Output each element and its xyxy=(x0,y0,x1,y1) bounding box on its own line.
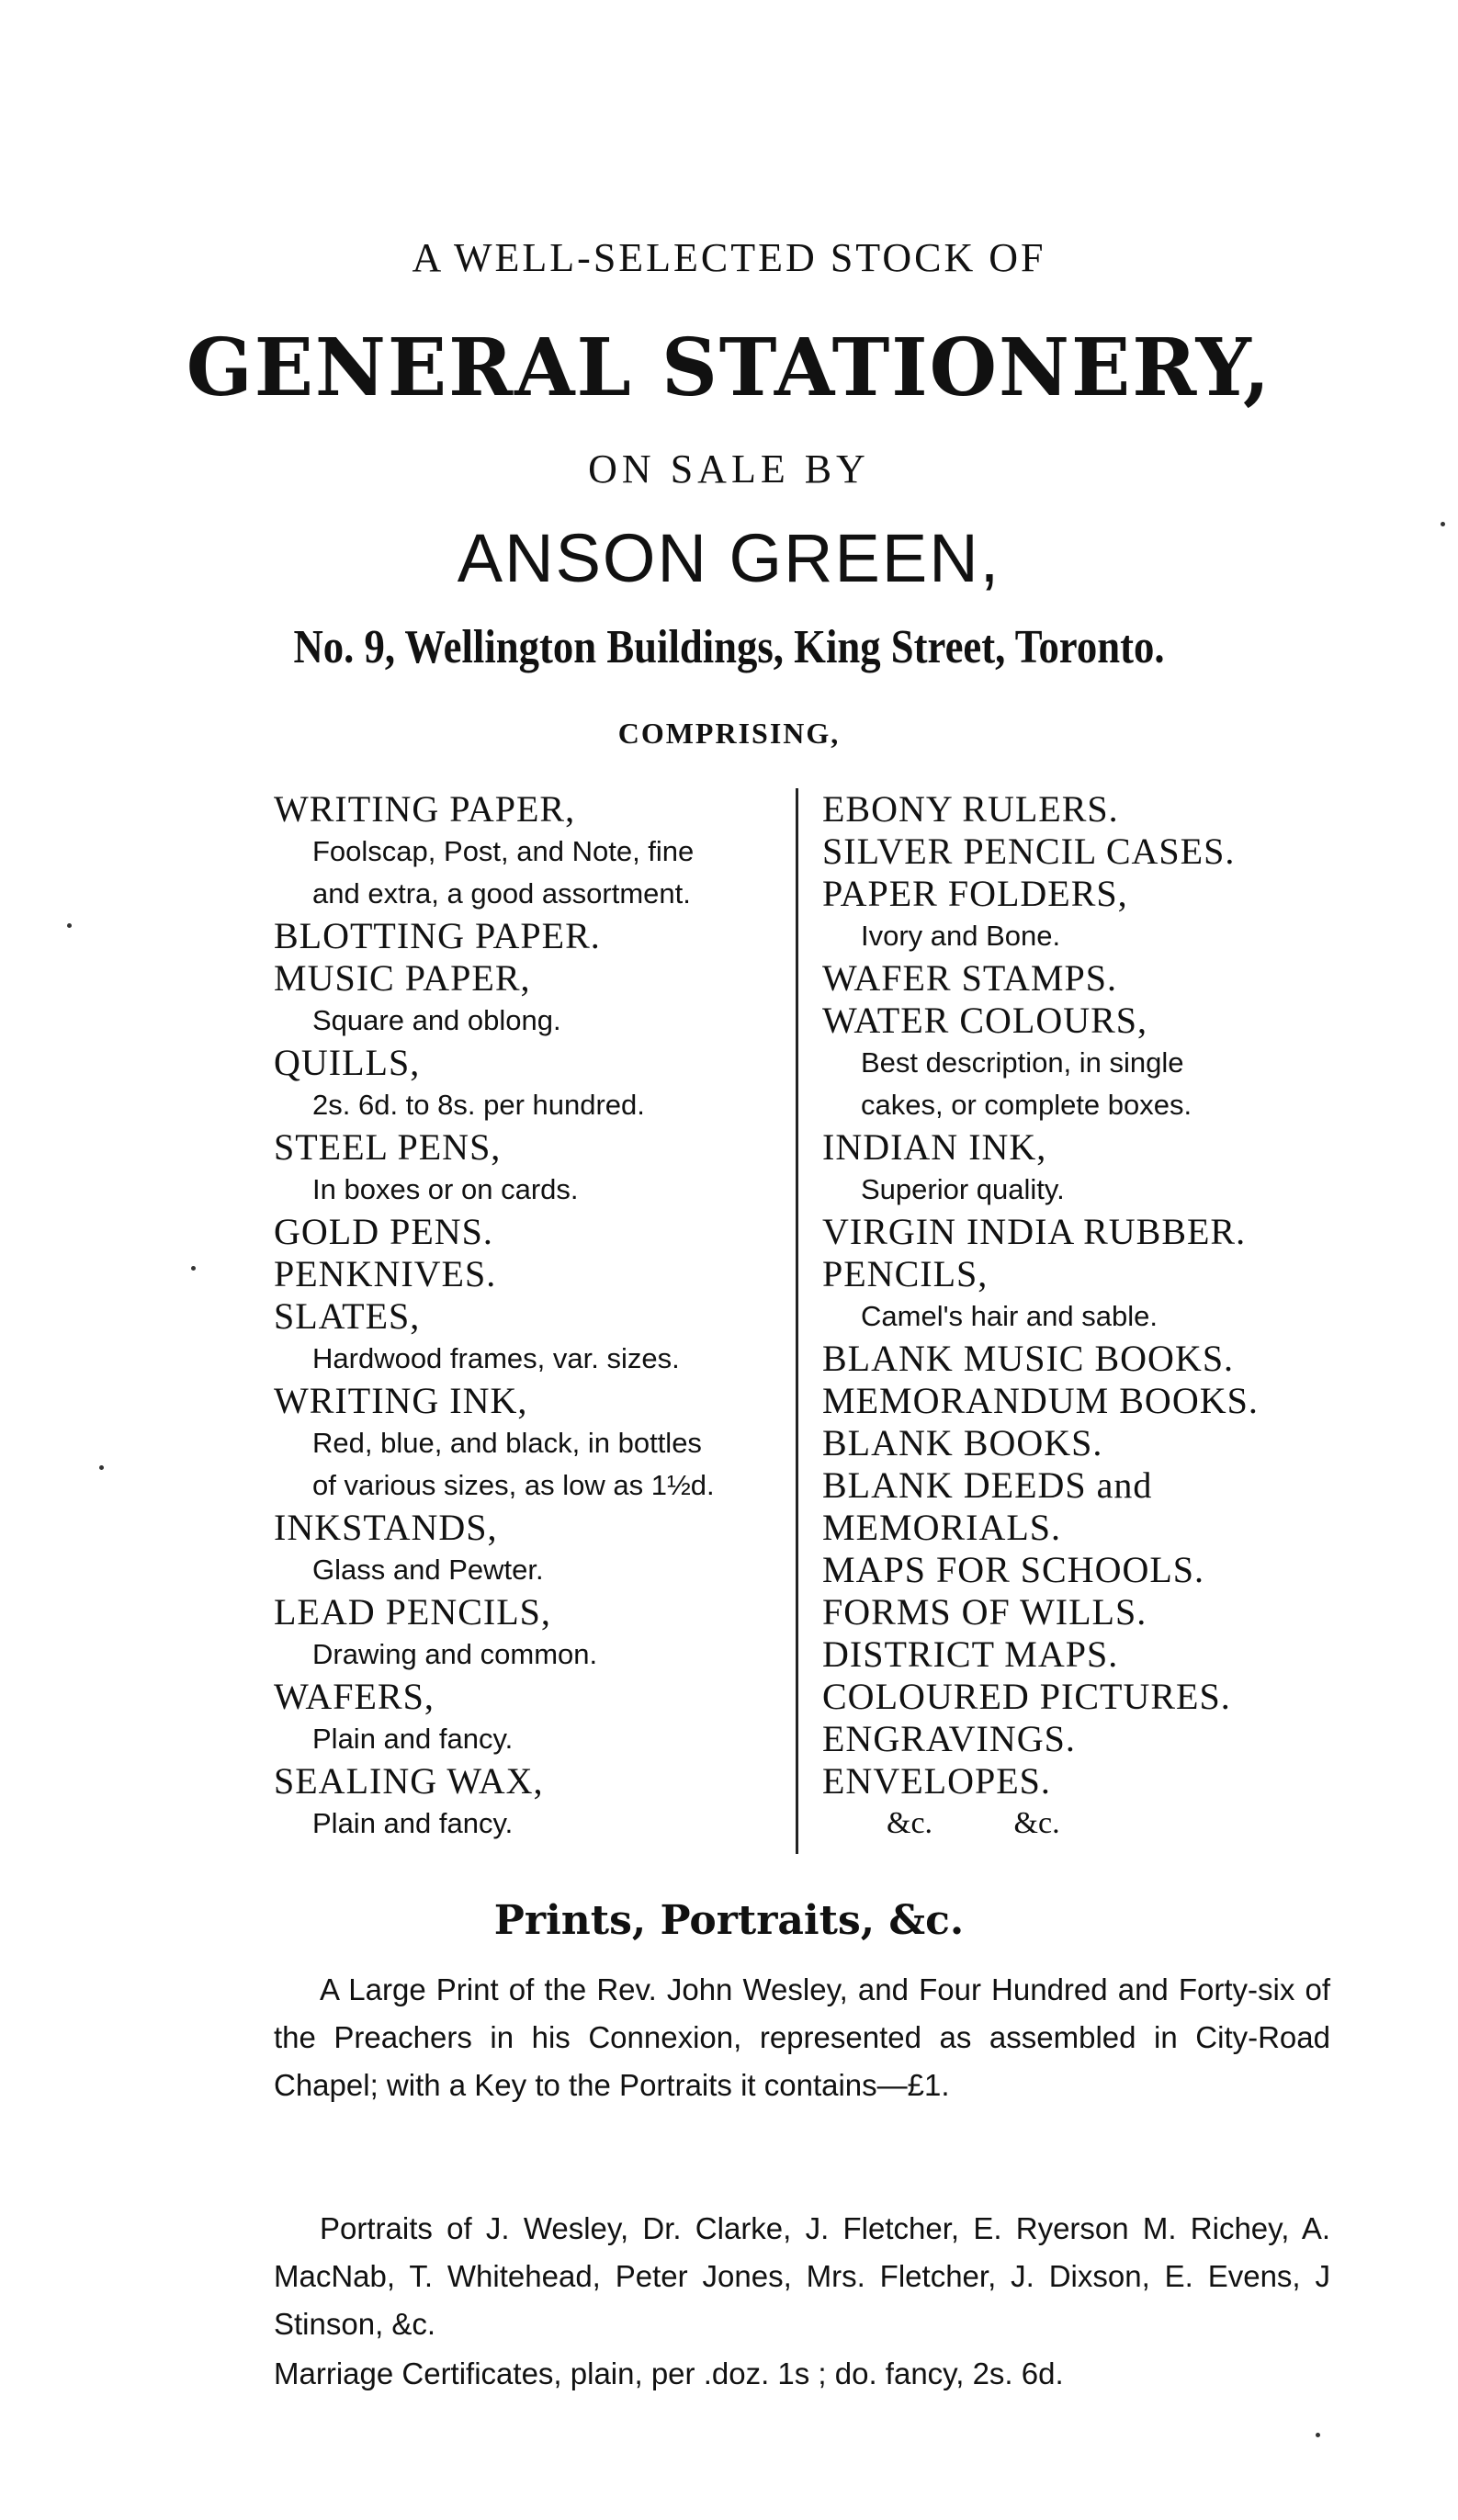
intro-line: A WELL-SELECTED STOCK OF xyxy=(412,235,1046,280)
stock-item-heading: DISTRICT MAPS. xyxy=(822,1633,1119,1675)
stock-item-heading: COLOURED PICTURES. xyxy=(822,1676,1231,1717)
stock-item-heading: SEALING WAX, xyxy=(274,1760,544,1802)
stock-item-heading: PENCILS, xyxy=(822,1253,989,1294)
stock-item-detail: Drawing and common. xyxy=(312,1638,598,1670)
stock-item-detail: Camel's hair and sable. xyxy=(861,1300,1158,1332)
stock-item-heading: SILVER PENCIL CASES. xyxy=(822,831,1236,872)
stock-item-heading: LEAD PENCILS, xyxy=(274,1591,551,1633)
stock-item-heading: BLANK DEEDS and xyxy=(822,1464,1153,1506)
stock-item-heading: FORMS OF WILLS. xyxy=(822,1591,1147,1633)
stock-item-heading: WRITING INK, xyxy=(274,1380,528,1421)
stock-item-detail: cakes, or complete boxes. xyxy=(861,1089,1192,1121)
stock-item-heading: BLOTTING PAPER. xyxy=(274,915,601,956)
print-speck xyxy=(67,923,72,928)
stock-item-detail: Red, blue, and black, in bottles xyxy=(312,1427,702,1459)
stock-item-heading: INDIAN INK, xyxy=(822,1126,1047,1168)
column-divider xyxy=(796,788,798,1854)
stock-item-heading: BLANK MUSIC BOOKS. xyxy=(822,1338,1235,1379)
stock-item-heading: MUSIC PAPER, xyxy=(274,957,531,999)
stock-item-heading: PENKNIVES. xyxy=(274,1253,497,1294)
stock-item-heading: WAFERS, xyxy=(274,1676,435,1717)
stock-item-heading: MAPS FOR SCHOOLS. xyxy=(822,1549,1205,1590)
stock-item-heading: INKSTANDS, xyxy=(274,1507,498,1548)
stock-item-heading: GOLD PENS. xyxy=(274,1211,493,1252)
stock-item-detail: Superior quality. xyxy=(861,1173,1065,1205)
stock-item-detail: 2s. 6d. to 8s. per hundred. xyxy=(312,1089,645,1121)
stock-item-detail: Plain and fancy. xyxy=(312,1723,514,1755)
stock-item-detail: Glass and Pewter. xyxy=(312,1554,544,1586)
stock-item-heading: VIRGIN INDIA RUBBER. xyxy=(822,1211,1247,1252)
stock-item-heading: WATER COLOURS, xyxy=(822,1000,1148,1041)
stock-item-heading: ENGRAVINGS. xyxy=(822,1718,1076,1759)
stock-item-heading: BLANK BOOKS. xyxy=(822,1422,1103,1463)
stock-item-heading: WAFER STAMPS. xyxy=(822,957,1117,999)
stock-item-heading: MEMORIALS. xyxy=(822,1507,1062,1548)
stock-item-heading: EBONY RULERS. xyxy=(822,788,1119,830)
portraits-paragraph: Portraits of J. Wesley, Dr. Clarke, J. Fletcher, E. Ryerson M. Richey, A. MacNab, T. Whitehead, Peter Jones, Mrs. Fletcher, J. Dixson, E. Evens, J Stinson, &c. xyxy=(274,2211,1330,2341)
comprising-label: COMPRISING, xyxy=(617,717,841,750)
right-item-list xyxy=(822,788,1337,1845)
stock-item-heading: STEEL PENS, xyxy=(274,1126,502,1168)
marriage-certificates-line: Marriage Certificates, plain, per .doz. 1s ; do. fancy, 2s. 6d. xyxy=(274,2356,1064,2390)
wesley-print-paragraph: A Large Print of the Rev. John Wesley, and Four Hundred and Forty-six of the Preachers in his Connexion, represented as assembled in City-Road Chapel; with a Key to the Portraits it contains—£1. xyxy=(274,1972,1330,2102)
stock-item-detail: Square and oblong. xyxy=(312,1004,561,1036)
on-sale-line: ON SALE BY xyxy=(588,446,870,492)
address-line: No. 9, Wellington Buildings, King Street, Toronto. xyxy=(293,621,1165,673)
stock-item-detail: of various sizes, as low as 1½d. xyxy=(312,1469,715,1501)
etc-line: &c. &c. xyxy=(887,1806,1060,1840)
stock-item-heading: MEMORANDUM BOOKS. xyxy=(822,1380,1259,1421)
prints-section-title: Prints, Portraits, &c. xyxy=(493,1897,965,1944)
stock-item-heading: SLATES, xyxy=(274,1295,421,1337)
stock-item-detail: Best description, in single xyxy=(861,1046,1184,1079)
left-item-list xyxy=(274,788,788,1845)
stock-item-heading: WRITING PAPER, xyxy=(274,788,576,830)
stock-item-detail: Ivory and Bone. xyxy=(861,920,1061,952)
stock-item-detail: Hardwood frames, var. sizes. xyxy=(312,1342,680,1374)
stock-item-detail: In boxes or on cards. xyxy=(312,1173,579,1205)
stock-item-detail: and extra, a good assortment. xyxy=(312,877,691,910)
stock-item-heading: QUILLS, xyxy=(274,1042,421,1083)
print-speck xyxy=(99,1465,104,1470)
print-speck xyxy=(1441,522,1445,526)
stock-item-detail: Plain and fancy. xyxy=(312,1807,514,1839)
headline: GENERAL STATIONERY, xyxy=(186,322,1272,414)
seller-name: ANSON GREEN, xyxy=(457,520,1001,596)
stock-item-heading: PAPER FOLDERS, xyxy=(822,873,1128,914)
stock-item-heading: ENVELOPES. xyxy=(822,1760,1051,1802)
print-speck xyxy=(1316,2433,1320,2437)
print-speck xyxy=(191,1266,196,1271)
stock-item-detail: Foolscap, Post, and Note, fine xyxy=(312,835,695,867)
